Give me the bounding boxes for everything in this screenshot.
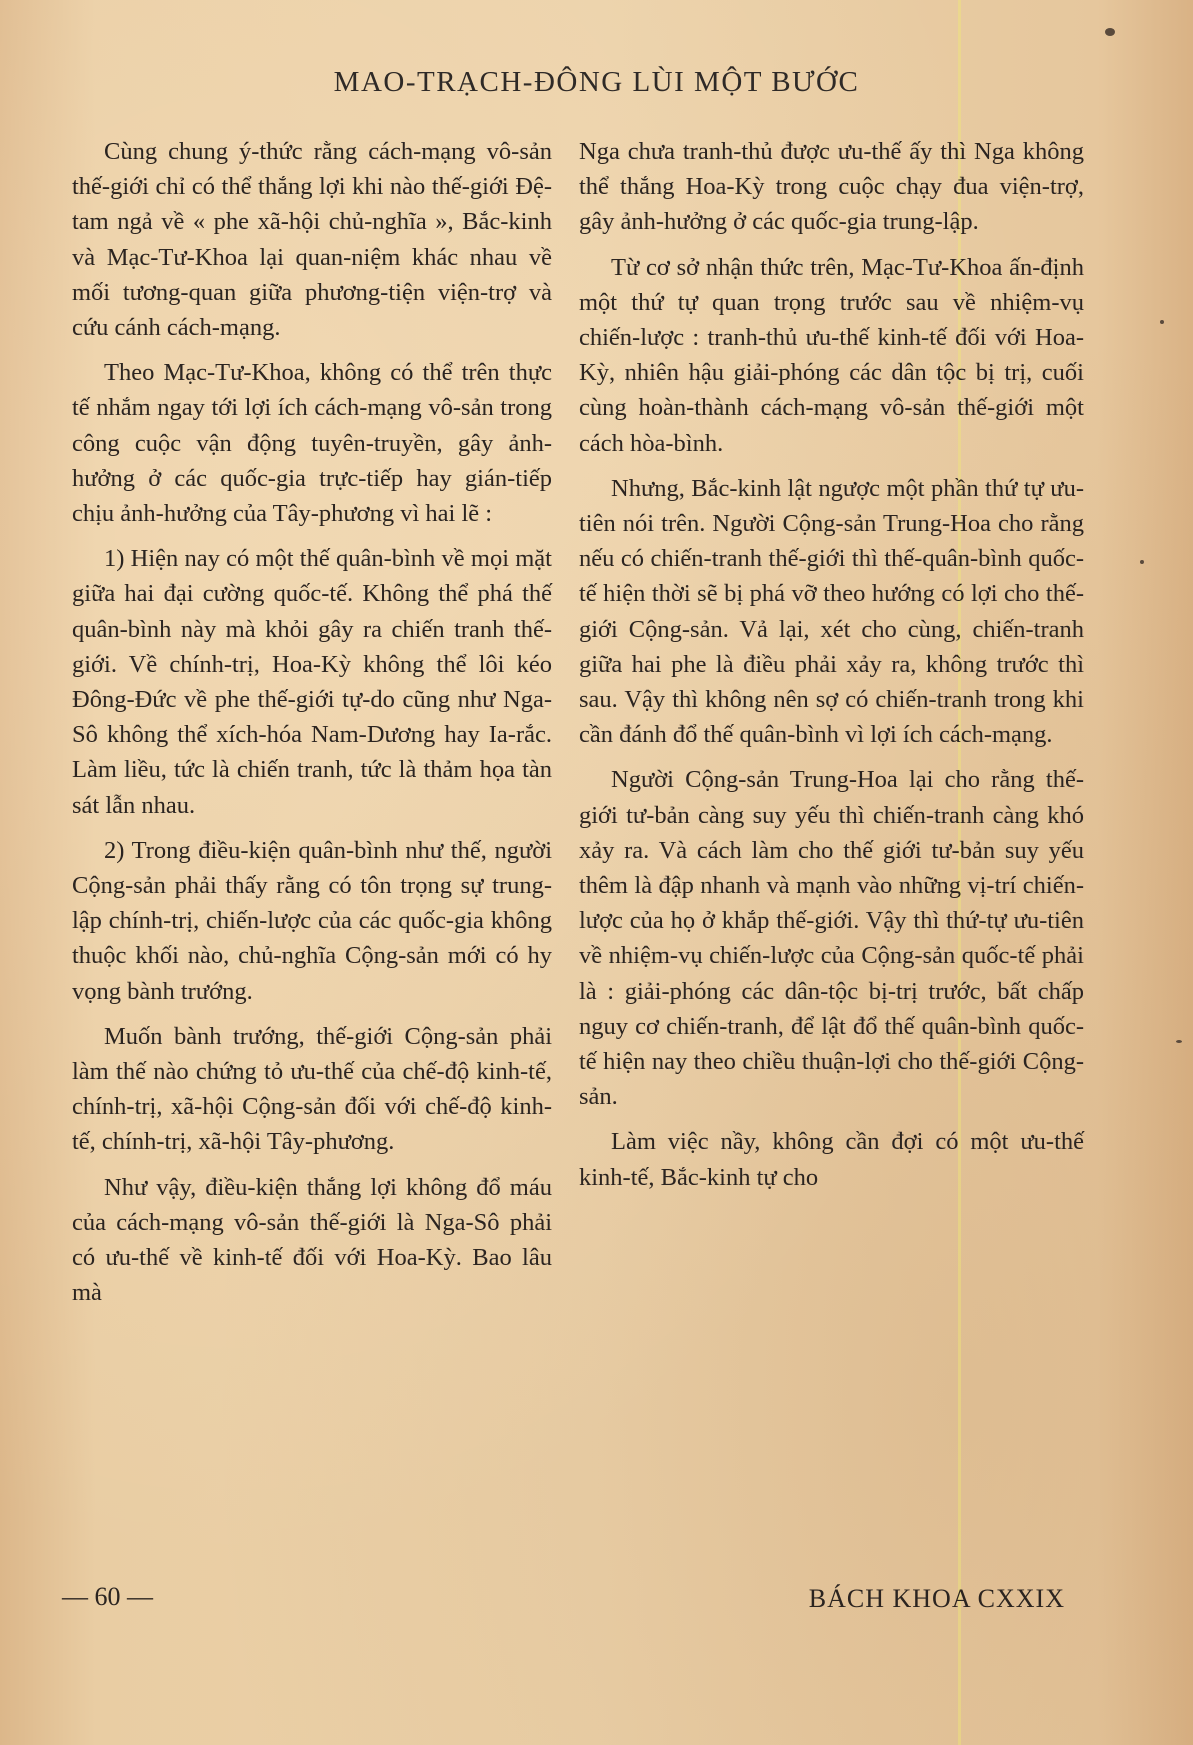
paper-speck [1105, 28, 1115, 36]
running-header: MAO-TRẠCH-ĐÔNG LÙI MỘT BƯỚC [333, 66, 860, 98]
paragraph: 2) Trong điều-kiện quân-bình như thế, người Cộng-sản phải thấy rằng có tôn trọng sự trung-lập chính-trị, chiến-lược của các quốc-gia không thuộc khối nào, chủ-nghĩa Cộng-sản mới có hy vọng bành trướng. [72, 836, 552, 1005]
paragraph: Cùng chung ý-thức rằng cách-mạng vô-sản thế-giới chỉ có thể thắng lợi khi nào thế-giới Đệ-tam ngả về « phe xã-hội chủ-nghĩa », Bắc-kinh và Mạc-Tư-Khoa lại quan-niệm khác nhau về mối tương-quan giữa phương-tiện viện-trợ và cứu cánh cách-mạng. [72, 138, 552, 342]
paragraph: 1) Hiện nay có một thế quân-bình về mọi mặt giữa hai đại cường quốc-tế. Không thể phá thế quân-bình này mà khỏi gây ra chiến tranh thế-giới. Về chính-trị, Hoa-Kỳ không thể lôi kéo Đông-Đức về phe thế-giới tự-do cũng như Nga-Sô không thể xích-hóa Nam-Dương hay Ia-rắc. Làm liều, tức là chiến tranh, tức là thảm họa tàn sát lẫn nhau. [72, 545, 552, 819]
paragraph: Nhưng, Bắc-kinh lật ngược một phần thứ tự ưu-tiên nói trên. Người Cộng-sản Trung-Hoa cho rằng nếu có chiến-tranh thế-giới thì thế-quân-bình quốc-tế hiện thời sẽ bị phá vỡ theo hướng có lợi cho thế-giới Cộng-sản. Vả lại, xét cho cùng, chiến-tranh giữa hai phe là điều phải xảy ra, không trước thì sau. Vậy thì không nên sợ có chiến-tranh trong khi cần đánh đổ thế quân-bình vì lợi ích cách-mạng. [579, 474, 1084, 749]
paper-speck [1176, 1040, 1182, 1043]
paragraph: Người Cộng-sản Trung-Hoa lại cho rằng thế-giới tư-bản càng suy yếu thì chiến-tranh càng khó xảy ra. Và cách làm cho thế giới tư-bản suy yếu thêm là đập nhanh và mạnh vào những vị-trí chiến-lược của họ ở khắp thế-giới. Vậy thì thứ-tự ưu-tiên về nhiệm-vụ chiến-lược của Cộng-sản quốc-tế phải là : giải-phóng các dân-tộc bị-trị trước, bất chấp nguy cơ chiến-tranh, để lật đổ thế quân-bình quốc-tế hiện nay theo chiều thuận-lợi cho thế-giới Cộng-sản. [579, 766, 1084, 1111]
page-number: — 60 — [62, 1582, 153, 1611]
left-column [72, 134, 552, 1321]
paragraph: Theo Mạc-Tư-Khoa, không có thể trên thực tế nhắm ngay tới lợi ích cách-mạng vô-sản trong công cuộc vận động tuyên-truyền, gây ảnh-hưởng ở các quốc-gia trực-tiếp hay gián-tiếp chịu ảnh-hưởng của Tây-phương vì hai lẽ : [72, 359, 552, 528]
paragraph: Làm việc nầy, không cần đợi có một ưu-thế kinh-tế, Bắc-kinh tự cho [579, 1128, 1084, 1191]
publication-name: BÁCH KHOA CXXIX [808, 1584, 1065, 1613]
paragraph: Như vậy, điều-kiện thắng lợi không đổ máu của cách-mạng vô-sản thế-giới là Nga-Sô phải có ưu-thế về kinh-tế đối với Hoa-Kỳ. Bao lâu mà [72, 1173, 552, 1307]
paragraph: Nga chưa tranh-thủ được ưu-thế ấy thì Nga không thể thắng Hoa-Kỳ trong cuộc chạy đua viện-trợ, gây ảnh-hưởng ở các quốc-gia trung-lập. [579, 138, 1084, 236]
paper-speck [1140, 560, 1144, 564]
right-column [579, 134, 1084, 1205]
paragraph: Từ cơ sở nhận thức trên, Mạc-Tư-Khoa ấn-định một thứ tự quan trọng trước sau về nhiệm-vụ chiến-lược : tranh-thủ ưu-thế kinh-tế đối với Hoa-Kỳ, nhiên hậu giải-phóng các dân tộc bị trị, cuối cùng hoàn-thành cách-mạng vô-sản thế-giới một cách hòa-bình. [579, 253, 1084, 457]
paper-speck [1160, 320, 1164, 324]
paragraph: Muốn bành trướng, thế-giới Cộng-sản phải làm thế nào chứng tỏ ưu-thế của chế-độ kinh-tế, chính-trị, xã-hội Cộng-sản đối với chế-độ kinh-tế, chính-trị, xã-hội Tây-phương. [72, 1022, 552, 1156]
